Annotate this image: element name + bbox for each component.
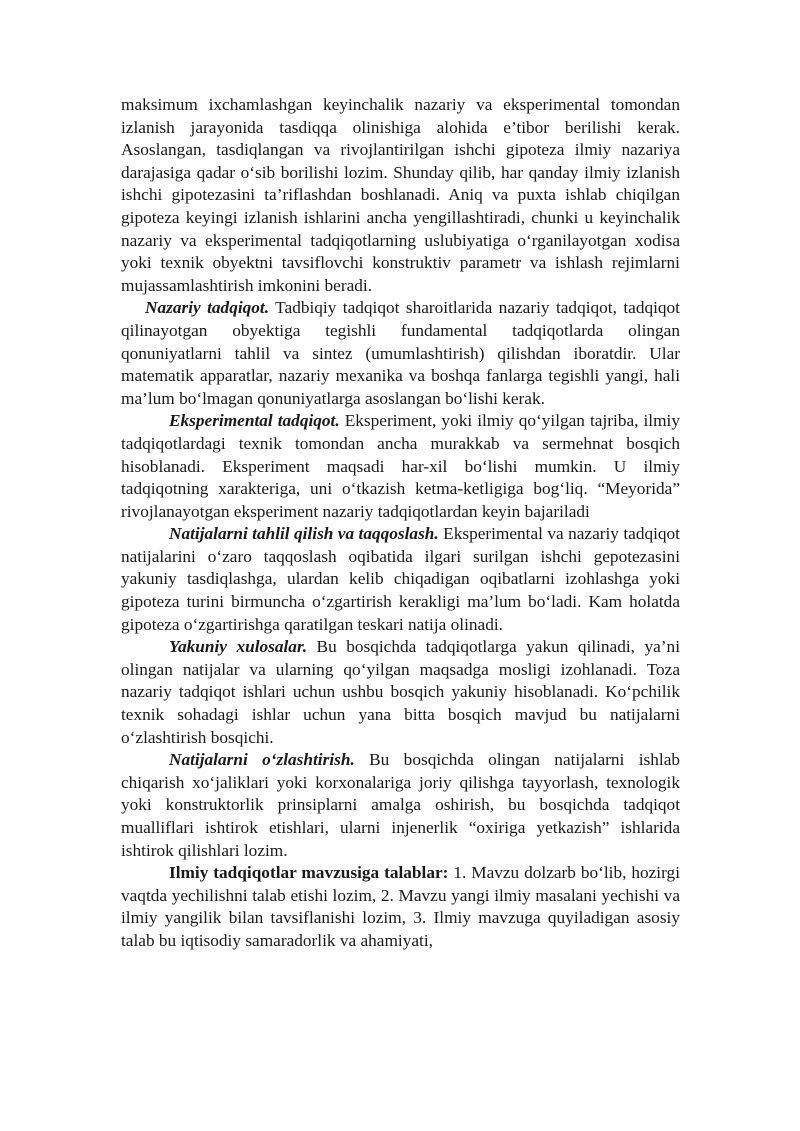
paragraph-text: maksimum ixchamlashgan keyinchalik nazariy va eksperimental tomondan izlanish jarayonida tasdiqqa olinishiga alohida e’tibor berilishi kerak. Asoslangan, tasdiqlangan va rivojlantirilgan ishchi gipoteza ilmiy nazariya darajasiga qadar o‘sib borilishi lozim. Shunday qilib, har qanday ilmiy izlanish ishchi gipotezasini ta’riflashdan boshlanadi. Aniq va puxta ishlab chiqilgan gipoteza keyingi izlanish ishlarini ancha yengillashtiradi, chunki u keyinchalik nazariy va eksperimental tadqiqotlarning uslubiyatiga o‘rganilayotgan xodisa yoki texnik obyektni tavsiflovchi konstruktiv parametr va ishlash rejimlarni mujassamlashtirish imkonini beradi. — [121, 95, 680, 295]
paragraph-theoretical-research — [121, 297, 680, 410]
paragraph-analysis — [121, 523, 680, 636]
paragraph-text: 1. Mavzu dolzarb bo‘lib, hozirgi vaqtda yechilishni talab etishi lozim, 2. Mavzu yangi ilmiy masalani yechishi va ilmiy yangilik bilan tavsiflanishi lozim, 3. Ilmiy mavzuga quyiladigan asosiy talab bu iqtisodiy samaradorlik va ahamiyati, — [121, 863, 680, 950]
paragraph-text: Bu bosqichda olingan natijalarni ishlab chiqarish xo‘jaliklari yoki korxonalariga joriy qilishga tayyorlash, texnologik yoki konstruktorlik prinsiplarni amalga oshirish, bu bosqichda tadqiqot mualliflari ishtirok etishlari, ularni injenerlik “oxiriga yetkazish” ishlarida ishtirok qilishlari lozim. — [121, 750, 680, 860]
section-heading: Eksperimental tadqiqot. — [169, 411, 340, 431]
paragraph-text: Eksperiment, yoki ilmiy qo‘yilgan tajriba, ilmiy tadqiqotlardagi texnik tomondan ancha murakkab va sermehnat bosqich hisoblanadi. Eksperiment maqsadi har-xil bo‘lishi mumkin. U ilmiy tadqiqotning xarakteriga, uni o‘tkazish ketma-ketligiga bog‘liq. “Meyorida” rivojlanayotgan eksperiment nazariy tadqiqotlardan keyin bajariladi — [121, 411, 680, 521]
section-heading: Yakuniy xulosalar. — [169, 637, 308, 657]
paragraph-adoption — [121, 749, 680, 862]
paragraph-experimental-research — [121, 410, 680, 523]
section-heading: Natijalarni tahlil qilish va taqqoslash. — [169, 524, 439, 544]
section-heading: Nazariy tadqiqot. — [145, 298, 270, 318]
paragraph-hypothesis — [121, 94, 680, 297]
section-heading: Ilmiy tadqiqotlar mavzusiga talablar: — [169, 863, 449, 883]
paragraph-text: Tadbiqiy tadqiqot sharoitlarida nazariy tadqiqot, tadqiqot qilinayotgan obyektiga tegishli fundamental tadqiqotlarda olingan qonuniyatlarni tahlil va sintez (umumlashtirish) qilishdan iboratdir. Ular matematik apparatlar, nazariy mexanika va boshqa fanlarga tegishli yangi, hali ma’lum bo‘lmagan qonuniyatlarga asoslangan bo‘lishi kerak. — [121, 298, 680, 408]
document-page — [121, 94, 680, 953]
paragraph-conclusions — [121, 636, 680, 749]
paragraph-text: Eksperimental va nazariy tadqiqot natijalarini o‘zaro taqqoslash oqibatida ilgari surilgan ishchi gepotezasini yakuniy tasdiqlashga, ulardan kelib chiqadigan oqibatlarni izohlashga yoki gipoteza turini birmuncha o‘zgartirish kerakligi ma’lum bo‘ladi. Kam holatda gipoteza o‘zgartirishga qaratilgan teskari natija olinadi. — [121, 524, 680, 634]
section-heading: Natijalarni o‘zlashtirish. — [169, 750, 355, 770]
paragraph-topic-requirements — [121, 862, 680, 952]
paragraph-text: Bu bosqichda tadqiqotlarga yakun qilinadi, ya’ni olingan natijalar va ularning qo‘yilgan maqsadga mosligi izohlanadi. Toza nazariy tadqiqot ishlari uchun ushbu bosqich yakuniy hisoblanadi. Ko‘pchilik texnik sohadagi ishlar uchun yana bitta bosqich mavjud bu natijalarni o‘zlashtirish bosqichi. — [121, 637, 680, 747]
